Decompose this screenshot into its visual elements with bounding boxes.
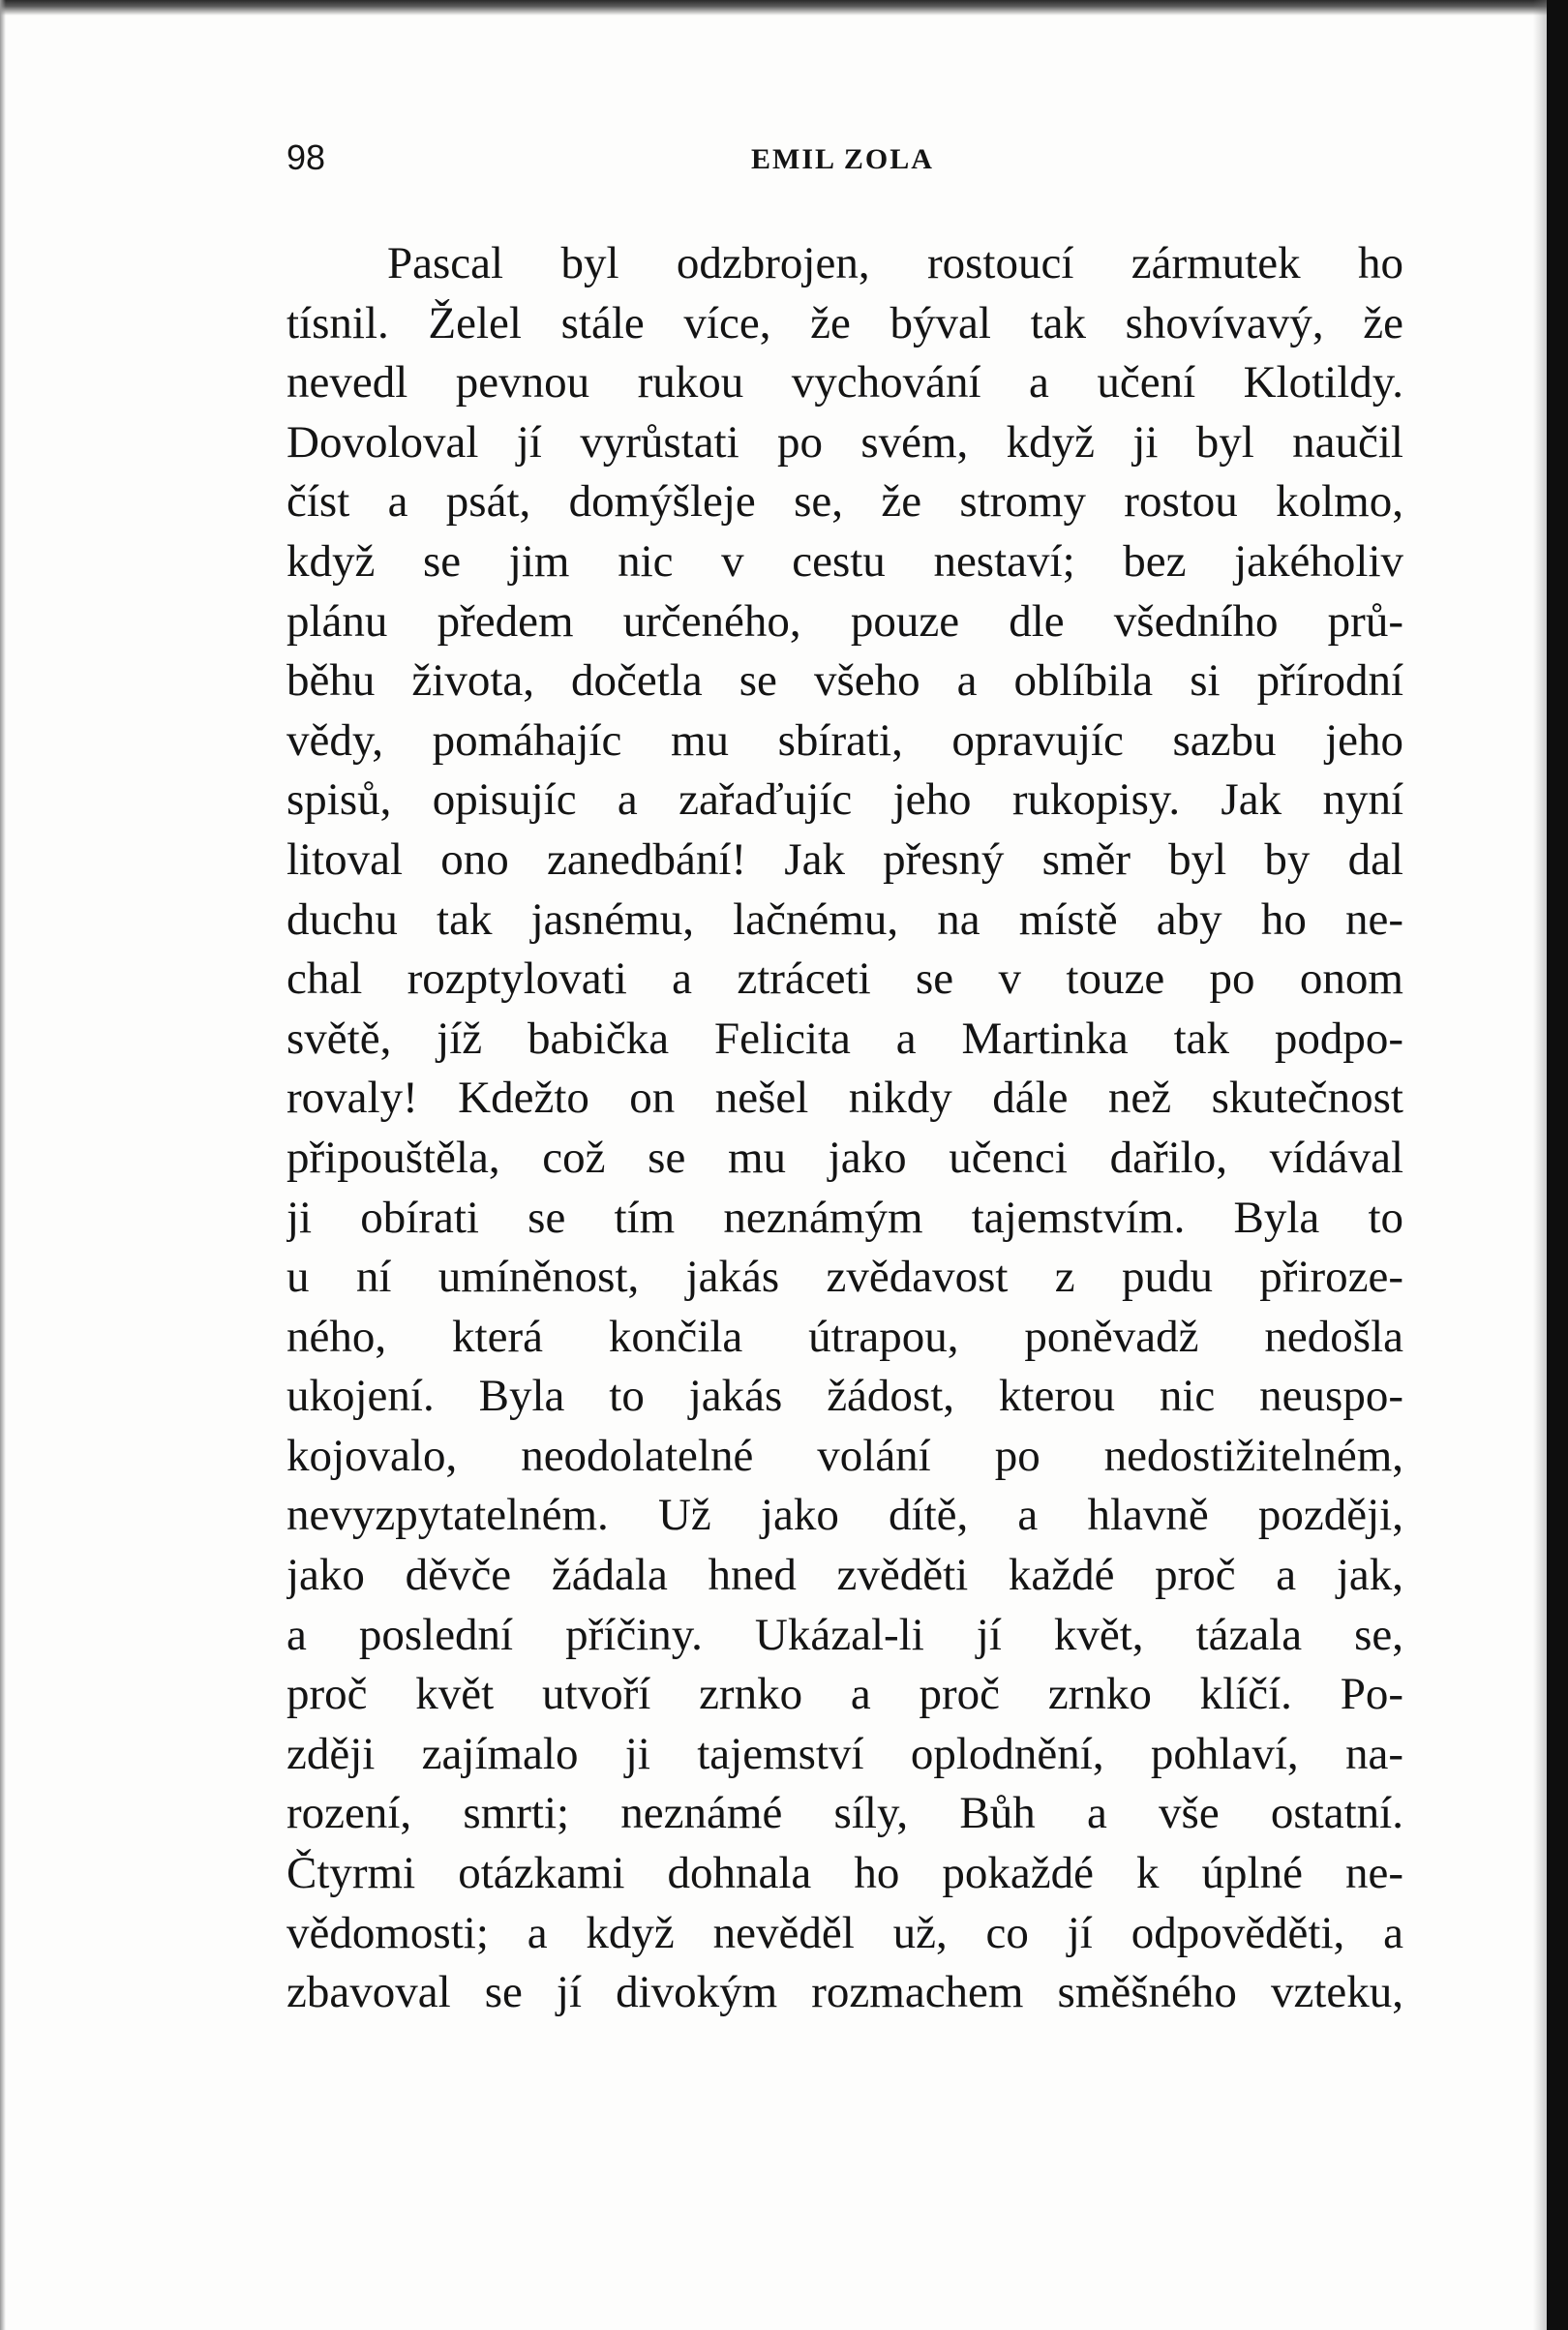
text-line: Čtyrmi otázkami dohnala ho pokaždé k úplné ne- (286, 1848, 1403, 1899)
text-line: ji obírati se tím neznámým tajemstvím. Byla to (286, 1192, 1403, 1243)
scan-edge-top (0, 0, 1568, 15)
text-line: plánu předem určeného, pouze dle všedního prů- (286, 595, 1403, 647)
text-line: Dovoloval jí vyrůstati po svém, když ji byl naučil (286, 416, 1403, 468)
body-text (286, 234, 1403, 2023)
text-line: světě, jíž babička Felicita a Martinka tak podpo- (286, 1013, 1403, 1064)
text-line: běhu života, dočetla se všeho a oblíbila si přírodní (286, 655, 1403, 707)
text-line: nevedl pevnou rukou vychování a učení Klotildy. (286, 357, 1403, 409)
text-line: duchu tak jasnému, lačnému, na místě aby ho ne- (286, 893, 1403, 945)
text-line: ukojení. Byla to jakás žádost, kterou nic neuspo- (286, 1371, 1403, 1422)
running-head: EMIL ZOLA (751, 143, 934, 175)
scan-edge-left (0, 0, 6, 2330)
text-line: když se jim nic v cestu nestaví; bez jakéholiv (286, 535, 1403, 587)
text-line: nevyzpytatelném. Už jako dítě, a hlavně později, (286, 1490, 1403, 1541)
text-line: litoval ono zanedbání! Jak přesný směr byl by dal (286, 833, 1403, 885)
text-line: zbavoval se jí divokým rozmachem směšného vzteku, (286, 1967, 1403, 2018)
text-line: proč květ utvoří zrnko a proč zrnko klíčí. Po- (286, 1669, 1403, 1720)
text-line: chal rozptylovati a ztráceti se v touze po onom (286, 953, 1403, 1005)
page-number: 98 (286, 137, 326, 177)
text-line: tísnil. Želel stále více, že býval tak shovívavý, že (286, 297, 1403, 348)
text-line: vědy, pomáhajíc mu sbírati, opravujíc sazbu jeho (286, 714, 1403, 766)
text-line: rození, smrti; neznámé síly, Bůh a vše ostatní. (286, 1788, 1403, 1839)
text-line: připouštěla, což se mu jako učenci dařilo, vídával (286, 1132, 1403, 1183)
text-line: rovaly! Kdežto on nešel nikdy dále než skutečnost (286, 1073, 1403, 1124)
text-line: spisů, opisujíc a zařaďujíc jeho rukopisy. Jak nyní (286, 774, 1403, 826)
scan-gutter-shadow (1533, 0, 1547, 2330)
text-line: ného, která končila útrapou, poněvadž nedošla (286, 1311, 1403, 1362)
text-line: Pascal byl odzbrojen, rostoucí zármutek ho (387, 238, 1403, 288)
text-line: jako děvče žádala hned zvěděti každé proč a jak, (286, 1550, 1403, 1601)
text-line: vědomosti; a když nevěděl už, co jí odpověděti, a (286, 1907, 1403, 1958)
text-line: a poslední příčiny. Ukázal-li jí květ, tázala se, (286, 1609, 1403, 1660)
scan-edge-right (1547, 0, 1568, 2330)
text-line: číst a psát, domýšleje se, že stromy rostou kolmo, (286, 476, 1403, 528)
text-line: kojovalo, neodolatelné volání po nedostižitelném, (286, 1430, 1403, 1481)
text-line: u ní umíněnost, jakás zvědavost z pudu přiroze- (286, 1252, 1403, 1303)
page-header (286, 137, 1403, 186)
text-line: zději zajímalo ji tajemství oplodnění, pohlaví, na- (286, 1728, 1403, 1779)
